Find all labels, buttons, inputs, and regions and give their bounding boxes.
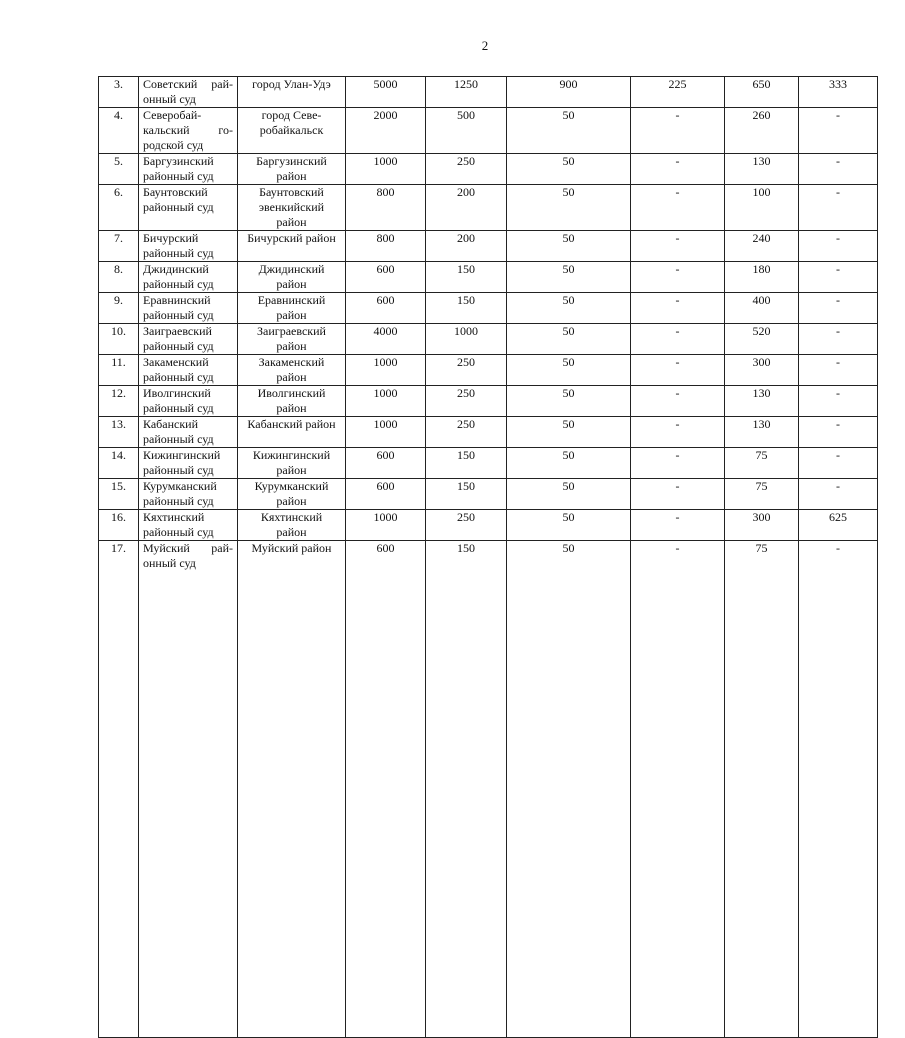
- value-cell-c6: -: [799, 185, 878, 231]
- area-line: Кижингинский: [252, 448, 331, 462]
- area-line: Кабанский район: [247, 417, 336, 431]
- row-number-cell: 11.: [99, 355, 139, 386]
- value-cell-c1: 4000: [346, 324, 426, 355]
- value-cell-c1: 1000: [346, 154, 426, 185]
- area-line: район: [276, 370, 307, 384]
- value-cell-c1: 1000: [346, 417, 426, 448]
- value-cell-c3: 50: [507, 293, 631, 324]
- court-name-line: районный суд: [143, 246, 214, 260]
- court-name-cell: [139, 541, 238, 1038]
- value-cell-c4: -: [631, 448, 725, 479]
- value-cell-c5: 180: [725, 262, 799, 293]
- row-number-cell: 15.: [99, 479, 139, 510]
- value-cell-c5: 300: [725, 510, 799, 541]
- value-cell-c4: -: [631, 231, 725, 262]
- table-row: [99, 541, 878, 1038]
- court-name-cell: [139, 324, 238, 355]
- table-row: [99, 293, 878, 324]
- area-cell: [238, 510, 346, 541]
- table-row: [99, 231, 878, 262]
- area-cell: [238, 77, 346, 108]
- value-cell-c2: 500: [426, 108, 507, 154]
- value-cell-c3: 50: [507, 386, 631, 417]
- value-cell-c1: 600: [346, 541, 426, 1038]
- value-cell-c3: 50: [507, 154, 631, 185]
- area-line: Заиграевский: [257, 324, 326, 338]
- court-name-line: районный суд: [143, 308, 214, 322]
- row-number-cell: 3.: [99, 77, 139, 108]
- value-cell-c5: 520: [725, 324, 799, 355]
- row-number-cell: 17.: [99, 541, 139, 1038]
- area-cell: [238, 108, 346, 154]
- table-row: [99, 355, 878, 386]
- row-number-cell: 9.: [99, 293, 139, 324]
- value-cell-c1: 800: [346, 185, 426, 231]
- court-name-line: Курумканский: [143, 479, 217, 493]
- value-cell-c3: 50: [507, 541, 631, 1038]
- value-cell-c1: 600: [346, 448, 426, 479]
- table-row: [99, 262, 878, 293]
- court-name-line: Советский рай-: [143, 77, 233, 91]
- court-name-cell: [139, 185, 238, 231]
- court-name-line: Джидинский: [143, 262, 209, 276]
- area-line: район: [276, 401, 307, 415]
- value-cell-c1: 5000: [346, 77, 426, 108]
- court-name-cell: [139, 479, 238, 510]
- value-cell-c4: -: [631, 108, 725, 154]
- value-cell-c3: 50: [507, 108, 631, 154]
- court-name-line: районный суд: [143, 169, 214, 183]
- court-name-line: районный суд: [143, 432, 214, 446]
- value-cell-c3: 50: [507, 510, 631, 541]
- value-cell-c1: 1000: [346, 386, 426, 417]
- court-name-line: онный суд: [143, 92, 196, 106]
- value-cell-c4: -: [631, 185, 725, 231]
- area-line: Муйский район: [251, 541, 332, 555]
- value-cell-c5: 300: [725, 355, 799, 386]
- value-cell-c3: 900: [507, 77, 631, 108]
- court-name-line: районный суд: [143, 494, 214, 508]
- value-cell-c4: -: [631, 154, 725, 185]
- value-cell-c5: 240: [725, 231, 799, 262]
- court-name-cell: [139, 293, 238, 324]
- table-row: [99, 510, 878, 541]
- table-row: [99, 448, 878, 479]
- table-row: [99, 479, 878, 510]
- table-body: [99, 77, 878, 1038]
- value-cell-c4: -: [631, 355, 725, 386]
- value-cell-c2: 250: [426, 154, 507, 185]
- value-cell-c5: 130: [725, 154, 799, 185]
- value-cell-c6: 625: [799, 510, 878, 541]
- area-line: Закаменский: [258, 355, 325, 369]
- value-cell-c2: 150: [426, 293, 507, 324]
- area-line: район: [276, 494, 307, 508]
- court-name-line: Муйский рай-: [143, 541, 233, 555]
- area-line: Курумканский: [254, 479, 329, 493]
- value-cell-c4: -: [631, 386, 725, 417]
- area-cell: [238, 479, 346, 510]
- value-cell-c1: 1000: [346, 355, 426, 386]
- value-cell-c4: -: [631, 293, 725, 324]
- value-cell-c6: -: [799, 479, 878, 510]
- area-cell: [238, 541, 346, 1038]
- value-cell-c6: -: [799, 324, 878, 355]
- value-cell-c4: -: [631, 324, 725, 355]
- court-name-line: районный суд: [143, 525, 214, 539]
- value-cell-c6: -: [799, 108, 878, 154]
- value-cell-c3: 50: [507, 231, 631, 262]
- court-name-line: районный суд: [143, 463, 214, 477]
- area-cell: [238, 355, 346, 386]
- value-cell-c2: 150: [426, 479, 507, 510]
- value-cell-c5: 75: [725, 479, 799, 510]
- value-cell-c1: 600: [346, 479, 426, 510]
- area-cell: [238, 154, 346, 185]
- court-name-line: Еравнинский: [143, 293, 211, 307]
- row-number-cell: 10.: [99, 324, 139, 355]
- table-row: [99, 108, 878, 154]
- value-cell-c5: 100: [725, 185, 799, 231]
- area-line: район: [276, 339, 307, 353]
- court-name-line: Закаменский: [143, 355, 209, 369]
- court-name-line: Баргузинский: [143, 154, 214, 168]
- value-cell-c3: 50: [507, 479, 631, 510]
- value-cell-c6: -: [799, 262, 878, 293]
- court-name-cell: [139, 355, 238, 386]
- value-cell-c5: 260: [725, 108, 799, 154]
- value-cell-c3: 50: [507, 324, 631, 355]
- value-cell-c6: -: [799, 154, 878, 185]
- value-cell-c6: -: [799, 231, 878, 262]
- area-cell: [238, 324, 346, 355]
- court-name-cell: [139, 448, 238, 479]
- row-number-cell: 7.: [99, 231, 139, 262]
- value-cell-c2: 250: [426, 417, 507, 448]
- value-cell-c6: -: [799, 355, 878, 386]
- court-name-line: Кяхтинский: [143, 510, 205, 524]
- value-cell-c3: 50: [507, 448, 631, 479]
- value-cell-c2: 250: [426, 510, 507, 541]
- area-cell: [238, 448, 346, 479]
- page-number: 2: [481, 38, 489, 53]
- value-cell-c1: 600: [346, 262, 426, 293]
- court-name-cell: [139, 77, 238, 108]
- area-line: район: [276, 463, 307, 477]
- value-cell-c4: -: [631, 417, 725, 448]
- court-name-line: Баунтовский: [143, 185, 208, 199]
- value-cell-c4: -: [631, 541, 725, 1038]
- value-cell-c4: -: [631, 262, 725, 293]
- court-name-line: Иволгинский: [143, 386, 211, 400]
- value-cell-c6: -: [799, 293, 878, 324]
- court-name-line: Заиграевский: [143, 324, 212, 338]
- area-line: город Севе-: [261, 108, 322, 122]
- value-cell-c5: 130: [725, 386, 799, 417]
- court-name-line: онный суд: [143, 556, 196, 570]
- area-line: город Улан-Удэ: [252, 77, 331, 91]
- row-number-cell: 5.: [99, 154, 139, 185]
- row-number-cell: 13.: [99, 417, 139, 448]
- value-cell-c2: 200: [426, 231, 507, 262]
- area-line: район: [276, 277, 307, 291]
- value-cell-c2: 150: [426, 262, 507, 293]
- row-number-cell: 4.: [99, 108, 139, 154]
- area-cell: [238, 386, 346, 417]
- row-number-cell: 12.: [99, 386, 139, 417]
- area-line: район: [276, 308, 307, 322]
- court-name-cell: [139, 510, 238, 541]
- court-name-line: Кабанский: [143, 417, 199, 431]
- area-cell: [238, 231, 346, 262]
- court-name-cell: [139, 386, 238, 417]
- court-name-line: районный суд: [143, 200, 214, 214]
- value-cell-c2: 250: [426, 355, 507, 386]
- value-cell-c3: 50: [507, 355, 631, 386]
- court-name-line: районный суд: [143, 277, 214, 291]
- court-name-cell: [139, 417, 238, 448]
- value-cell-c6: -: [799, 541, 878, 1038]
- area-line: район: [276, 215, 307, 229]
- court-name-line: районный суд: [143, 401, 214, 415]
- court-name-cell: [139, 108, 238, 154]
- court-name-line: Бичурский: [143, 231, 199, 245]
- table-row: [99, 324, 878, 355]
- value-cell-c3: 50: [507, 185, 631, 231]
- table-row: [99, 417, 878, 448]
- court-name-line: кальский го-: [143, 123, 233, 137]
- value-cell-c1: 1000: [346, 510, 426, 541]
- value-cell-c5: 130: [725, 417, 799, 448]
- value-cell-c6: -: [799, 448, 878, 479]
- value-cell-c5: 400: [725, 293, 799, 324]
- area-line: робайкальск: [259, 123, 324, 137]
- row-number-cell: 14.: [99, 448, 139, 479]
- row-number-cell: 6.: [99, 185, 139, 231]
- value-cell-c2: 150: [426, 541, 507, 1038]
- value-cell-c4: -: [631, 510, 725, 541]
- area-line: Баргузинский: [256, 154, 327, 168]
- area-line: Иволгинский: [257, 386, 326, 400]
- value-cell-c2: 150: [426, 448, 507, 479]
- area-line: район: [276, 525, 307, 539]
- value-cell-c3: 50: [507, 262, 631, 293]
- area-cell: [238, 262, 346, 293]
- value-cell-c2: 1250: [426, 77, 507, 108]
- court-name-line: районный суд: [143, 370, 214, 384]
- area-cell: [238, 185, 346, 231]
- row-number-cell: 16.: [99, 510, 139, 541]
- area-line: район: [276, 169, 307, 183]
- value-cell-c2: 1000: [426, 324, 507, 355]
- area-cell: [238, 293, 346, 324]
- value-cell-c4: 225: [631, 77, 725, 108]
- court-name-line: родской суд: [143, 138, 204, 152]
- court-name-line: Кижингинский: [143, 448, 221, 462]
- value-cell-c1: 2000: [346, 108, 426, 154]
- table-row: [99, 154, 878, 185]
- court-name-line: Северобай-: [143, 108, 202, 122]
- value-cell-c1: 800: [346, 231, 426, 262]
- value-cell-c2: 250: [426, 386, 507, 417]
- courts-table: [98, 76, 878, 1038]
- court-name-cell: [139, 231, 238, 262]
- court-name-line: районный суд: [143, 339, 214, 353]
- area-line: Баунтовский: [259, 185, 324, 199]
- area-cell: [238, 417, 346, 448]
- value-cell-c3: 50: [507, 417, 631, 448]
- table-row: [99, 77, 878, 108]
- row-number-cell: 8.: [99, 262, 139, 293]
- table-row: [99, 386, 878, 417]
- area-line: эвенкийский: [258, 200, 325, 214]
- area-line: Бичурский район: [247, 231, 336, 245]
- value-cell-c4: -: [631, 479, 725, 510]
- value-cell-c2: 200: [426, 185, 507, 231]
- value-cell-c6: -: [799, 417, 878, 448]
- value-cell-c6: -: [799, 386, 878, 417]
- area-line: Джидинский: [258, 262, 325, 276]
- value-cell-c5: 75: [725, 541, 799, 1038]
- value-cell-c5: 75: [725, 448, 799, 479]
- table-row: [99, 185, 878, 231]
- area-line: Кяхтинский: [260, 510, 323, 524]
- court-name-cell: [139, 262, 238, 293]
- value-cell-c5: 650: [725, 77, 799, 108]
- court-name-cell: [139, 154, 238, 185]
- area-line: Еравнинский: [257, 293, 326, 307]
- value-cell-c1: 600: [346, 293, 426, 324]
- value-cell-c6: 333: [799, 77, 878, 108]
